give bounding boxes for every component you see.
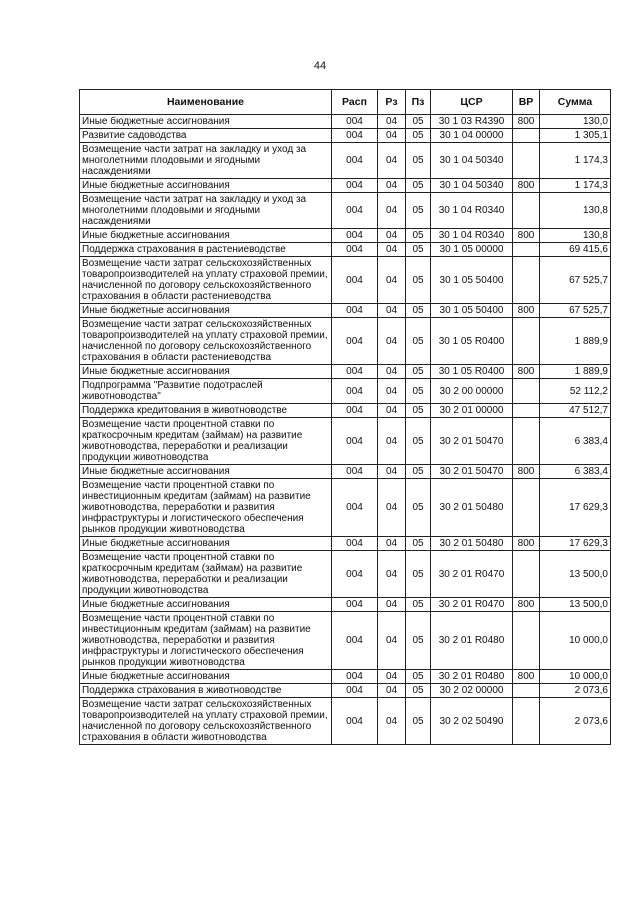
cell-name: Возмещение части затрат сельскохозяйственных товаропроизводителей на уплату страховой премии, начисленной по договору сельскохозяйственного страхования в области растениеводства <box>80 257 332 304</box>
table-row <box>80 537 611 551</box>
cell-sum: 10 000,0 <box>540 612 611 670</box>
cell-vr <box>513 318 540 365</box>
table-row <box>80 304 611 318</box>
cell-pz: 05 <box>406 684 431 698</box>
cell-vr: 800 <box>513 179 540 193</box>
cell-sum: 10 000,0 <box>540 670 611 684</box>
cell-name: Иные бюджетные ассигнования <box>80 115 332 129</box>
cell-rz: 04 <box>378 365 406 379</box>
cell-pz: 05 <box>406 404 431 418</box>
cell-pz: 05 <box>406 598 431 612</box>
cell-pz: 05 <box>406 612 431 670</box>
cell-name: Иные бюджетные ассигнования <box>80 365 332 379</box>
cell-rz: 04 <box>378 612 406 670</box>
cell-csr: 30 2 02 50490 <box>431 698 513 745</box>
cell-vr <box>513 612 540 670</box>
cell-pz: 05 <box>406 465 431 479</box>
page-number: 44 <box>313 60 327 72</box>
cell-pz: 05 <box>406 551 431 598</box>
cell-csr: 30 2 01 00000 <box>431 404 513 418</box>
cell-sum: 67 525,7 <box>540 257 611 304</box>
cell-name: Возмещение части процентной ставки по инвестиционным кредитам (займам) на развитие животноводства, переработки и развития инфраструктуры и логистического обеспечения рынков продукции животноводства <box>80 479 332 537</box>
cell-vr <box>513 479 540 537</box>
cell-rz: 04 <box>378 129 406 143</box>
cell-rz: 04 <box>378 598 406 612</box>
cell-rasp: 004 <box>332 193 378 229</box>
cell-name: Возмещение части затрат сельскохозяйственных товаропроизводителей на уплату страховой премии, начисленной по договору сельскохозяйственного страхования в области животноводства <box>80 698 332 745</box>
cell-name: Иные бюджетные ассигнования <box>80 229 332 243</box>
cell-sum: 130,8 <box>540 229 611 243</box>
cell-rasp: 004 <box>332 115 378 129</box>
cell-pz: 05 <box>406 304 431 318</box>
cell-name: Подпрограмма "Развитие подотраслей животноводства" <box>80 379 332 404</box>
cell-pz: 05 <box>406 318 431 365</box>
cell-name: Развитие садоводства <box>80 129 332 143</box>
cell-rz: 04 <box>378 179 406 193</box>
cell-sum: 1 889,9 <box>540 318 611 365</box>
cell-csr: 30 1 05 R0400 <box>431 318 513 365</box>
cell-rz: 04 <box>378 670 406 684</box>
table-row <box>80 670 611 684</box>
header-name: Наименование <box>80 90 332 115</box>
header-csr: ЦСР <box>431 90 513 115</box>
cell-csr: 30 2 01 50470 <box>431 465 513 479</box>
cell-name: Возмещение части процентной ставки по краткосрочным кредитам (займам) на развитие животноводства, переработки и реализации продукции животноводства <box>80 551 332 598</box>
table-row <box>80 179 611 193</box>
cell-pz: 05 <box>406 670 431 684</box>
cell-rz: 04 <box>378 193 406 229</box>
cell-rasp: 004 <box>332 418 378 465</box>
cell-name: Возмещение части затрат сельскохозяйственных товаропроизводителей на уплату страховой премии, начисленной по договору сельскохозяйственного страхования в области растениеводства <box>80 318 332 365</box>
table-row <box>80 115 611 129</box>
table-row <box>80 143 611 179</box>
cell-rasp: 004 <box>332 404 378 418</box>
cell-csr: 30 1 04 R0340 <box>431 193 513 229</box>
cell-rz: 04 <box>378 698 406 745</box>
cell-csr: 30 1 04 50340 <box>431 179 513 193</box>
cell-csr: 30 1 03 R4390 <box>431 115 513 129</box>
cell-pz: 05 <box>406 698 431 745</box>
table-row <box>80 243 611 257</box>
cell-rz: 04 <box>378 537 406 551</box>
header-sum: Сумма <box>540 90 611 115</box>
cell-csr: 30 1 04 50340 <box>431 143 513 179</box>
table-row <box>80 379 611 404</box>
cell-rasp: 004 <box>332 229 378 243</box>
cell-pz: 05 <box>406 115 431 129</box>
table-row <box>80 365 611 379</box>
cell-name: Иные бюджетные ассигнования <box>80 598 332 612</box>
cell-vr <box>513 143 540 179</box>
cell-vr <box>513 129 540 143</box>
cell-rasp: 004 <box>332 465 378 479</box>
header-rasp: Расп <box>332 90 378 115</box>
cell-name: Возмещение части затрат на закладку и уход за многолетними плодовыми и ягодными насаждениями <box>80 193 332 229</box>
cell-vr <box>513 698 540 745</box>
cell-rasp: 004 <box>332 365 378 379</box>
cell-rz: 04 <box>378 379 406 404</box>
cell-pz: 05 <box>406 179 431 193</box>
cell-name: Иные бюджетные ассигнования <box>80 304 332 318</box>
cell-csr: 30 1 05 00000 <box>431 243 513 257</box>
table-row <box>80 612 611 670</box>
cell-pz: 05 <box>406 418 431 465</box>
cell-csr: 30 1 05 50400 <box>431 304 513 318</box>
cell-pz: 05 <box>406 479 431 537</box>
cell-vr: 800 <box>513 229 540 243</box>
cell-sum: 130,8 <box>540 193 611 229</box>
cell-vr <box>513 193 540 229</box>
cell-rasp: 004 <box>332 379 378 404</box>
table-row <box>80 318 611 365</box>
header-pz: Пз <box>406 90 431 115</box>
cell-rasp: 004 <box>332 243 378 257</box>
table-header <box>80 90 611 115</box>
cell-rasp: 004 <box>332 670 378 684</box>
cell-pz: 05 <box>406 129 431 143</box>
table-body <box>80 115 611 745</box>
cell-rz: 04 <box>378 418 406 465</box>
cell-pz: 05 <box>406 143 431 179</box>
cell-name: Иные бюджетные ассигнования <box>80 465 332 479</box>
cell-pz: 05 <box>406 193 431 229</box>
header-row <box>80 90 611 115</box>
cell-csr: 30 2 01 R0470 <box>431 598 513 612</box>
cell-rasp: 004 <box>332 143 378 179</box>
cell-sum: 47 512,7 <box>540 404 611 418</box>
cell-name: Поддержка кредитования в животноводстве <box>80 404 332 418</box>
cell-vr: 800 <box>513 465 540 479</box>
cell-vr <box>513 257 540 304</box>
table-row <box>80 479 611 537</box>
cell-vr <box>513 684 540 698</box>
cell-pz: 05 <box>406 257 431 304</box>
table-row <box>80 698 611 745</box>
cell-name: Возмещение части затрат на закладку и уход за многолетними плодовыми и ягодными насаждениями <box>80 143 332 179</box>
cell-rz: 04 <box>378 229 406 243</box>
cell-sum: 1 305,1 <box>540 129 611 143</box>
cell-csr: 30 1 04 00000 <box>431 129 513 143</box>
cell-pz: 05 <box>406 379 431 404</box>
cell-sum: 13 500,0 <box>540 598 611 612</box>
cell-rasp: 004 <box>332 684 378 698</box>
cell-sum: 1 889,9 <box>540 365 611 379</box>
cell-sum: 6 383,4 <box>540 418 611 465</box>
table-row <box>80 257 611 304</box>
cell-pz: 05 <box>406 243 431 257</box>
cell-pz: 05 <box>406 537 431 551</box>
cell-sum: 69 415,6 <box>540 243 611 257</box>
cell-vr <box>513 379 540 404</box>
cell-rasp: 004 <box>332 318 378 365</box>
cell-rasp: 004 <box>332 179 378 193</box>
header-vr: ВР <box>513 90 540 115</box>
cell-sum: 6 383,4 <box>540 465 611 479</box>
cell-csr: 30 1 04 R0340 <box>431 229 513 243</box>
cell-rz: 04 <box>378 243 406 257</box>
cell-sum: 17 629,3 <box>540 537 611 551</box>
cell-rasp: 004 <box>332 612 378 670</box>
cell-rz: 04 <box>378 404 406 418</box>
cell-rz: 04 <box>378 318 406 365</box>
cell-sum: 67 525,7 <box>540 304 611 318</box>
cell-name: Поддержка страхования в животноводстве <box>80 684 332 698</box>
table-row <box>80 551 611 598</box>
cell-rasp: 004 <box>332 551 378 598</box>
cell-vr: 800 <box>513 537 540 551</box>
cell-sum: 1 174,3 <box>540 179 611 193</box>
cell-rasp: 004 <box>332 598 378 612</box>
cell-rasp: 004 <box>332 537 378 551</box>
cell-rasp: 004 <box>332 257 378 304</box>
cell-rz: 04 <box>378 115 406 129</box>
cell-name: Возмещение части процентной ставки по краткосрочным кредитам (займам) на развитие животноводства, переработки и реализации продукции животноводства <box>80 418 332 465</box>
cell-pz: 05 <box>406 229 431 243</box>
cell-name: Иные бюджетные ассигнования <box>80 537 332 551</box>
cell-csr: 30 2 01 R0480 <box>431 670 513 684</box>
cell-sum: 2 073,6 <box>540 698 611 745</box>
cell-vr: 800 <box>513 365 540 379</box>
cell-sum: 1 174,3 <box>540 143 611 179</box>
cell-vr <box>513 404 540 418</box>
cell-rasp: 004 <box>332 129 378 143</box>
cell-rasp: 004 <box>332 479 378 537</box>
cell-csr: 30 1 05 50400 <box>431 257 513 304</box>
cell-rasp: 004 <box>332 698 378 745</box>
table-row <box>80 129 611 143</box>
cell-vr: 800 <box>513 115 540 129</box>
cell-csr: 30 2 01 R0480 <box>431 612 513 670</box>
table-row <box>80 598 611 612</box>
cell-csr: 30 2 01 50480 <box>431 479 513 537</box>
cell-sum: 52 112,2 <box>540 379 611 404</box>
cell-vr: 800 <box>513 304 540 318</box>
cell-name: Возмещение части процентной ставки по инвестиционным кредитам (займам) на развитие животноводства, переработки и развития инфраструктуры и логистического обеспечения рынков продукции животноводства <box>80 612 332 670</box>
cell-csr: 30 2 02 00000 <box>431 684 513 698</box>
table-row <box>80 404 611 418</box>
cell-sum: 130,0 <box>540 115 611 129</box>
cell-rz: 04 <box>378 551 406 598</box>
table-row <box>80 418 611 465</box>
cell-csr: 30 1 05 R0400 <box>431 365 513 379</box>
cell-csr: 30 2 01 R0470 <box>431 551 513 598</box>
cell-vr <box>513 243 540 257</box>
table-row <box>80 193 611 229</box>
cell-csr: 30 2 01 50470 <box>431 418 513 465</box>
budget-table <box>79 89 611 745</box>
cell-pz: 05 <box>406 365 431 379</box>
table-row <box>80 684 611 698</box>
cell-vr <box>513 418 540 465</box>
cell-rz: 04 <box>378 465 406 479</box>
cell-vr <box>513 551 540 598</box>
cell-rz: 04 <box>378 143 406 179</box>
table-row <box>80 229 611 243</box>
cell-name: Иные бюджетные ассигнования <box>80 670 332 684</box>
header-rz: Рз <box>378 90 406 115</box>
cell-rz: 04 <box>378 304 406 318</box>
cell-csr: 30 2 01 50480 <box>431 537 513 551</box>
cell-name: Поддержка страхования в растениеводстве <box>80 243 332 257</box>
cell-rz: 04 <box>378 479 406 537</box>
cell-sum: 17 629,3 <box>540 479 611 537</box>
table-row <box>80 465 611 479</box>
cell-csr: 30 2 00 00000 <box>431 379 513 404</box>
cell-sum: 13 500,0 <box>540 551 611 598</box>
cell-name: Иные бюджетные ассигнования <box>80 179 332 193</box>
cell-vr: 800 <box>513 670 540 684</box>
cell-rz: 04 <box>378 257 406 304</box>
cell-rasp: 004 <box>332 304 378 318</box>
cell-rz: 04 <box>378 684 406 698</box>
cell-sum: 2 073,6 <box>540 684 611 698</box>
cell-vr: 800 <box>513 598 540 612</box>
